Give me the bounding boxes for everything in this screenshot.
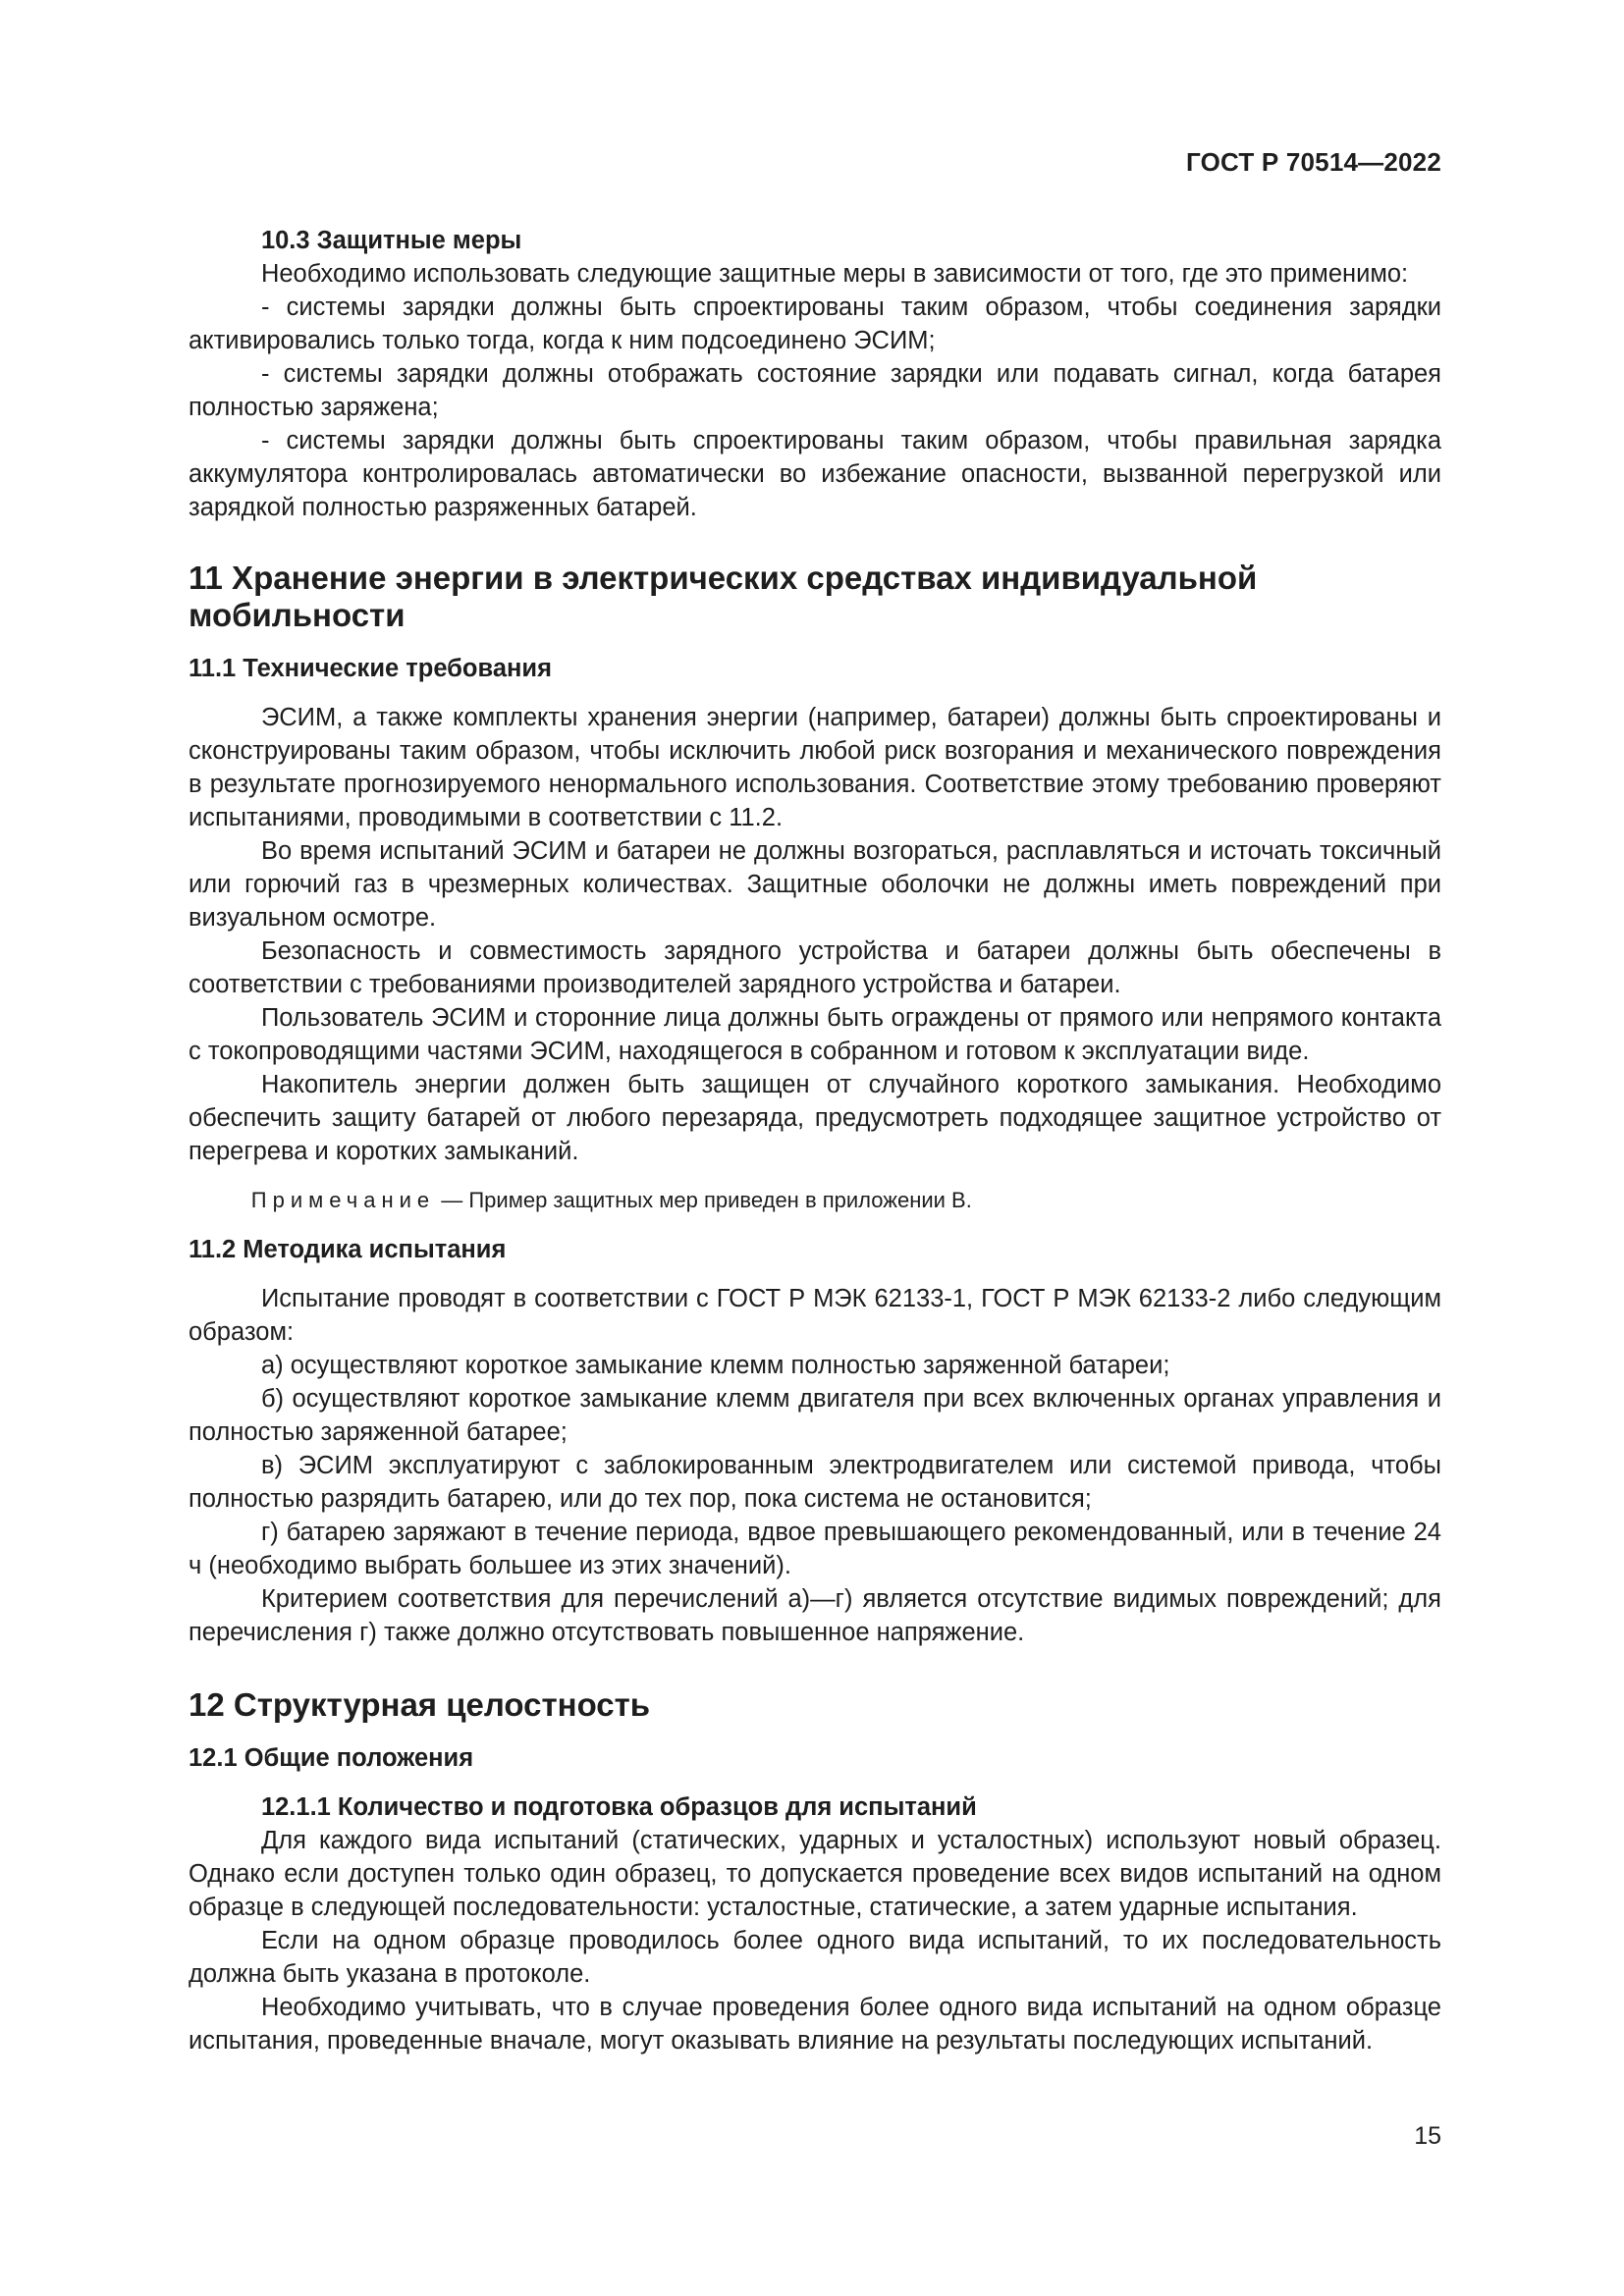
section-12-title: 12 Структурная целостность: [189, 1686, 651, 1723]
section-11-title: 11 Хранение энергии в электрических средствах индивидуальной мобильности: [189, 560, 1258, 633]
section-10-3-title: 10.3 Защитные меры: [260, 227, 522, 254]
section-10-3-intro: Необходимо использовать следующие защитные меры в зависимости от того, где это применимо:: [260, 260, 1409, 288]
page-number: 15: [1414, 2122, 1441, 2150]
note-text: — Пример защитных мер приведен в приложении В.: [435, 1188, 972, 1212]
section-11-2-title: 11.2 Методика испытания: [189, 1236, 507, 1263]
section-11-1-paragraph-3: Безопасность и совместимость зарядного устройства и батареи должны быть обеспечены в соответствии с требованиями производителей зарядного устройства и батареи.: [189, 937, 1441, 998]
section-11-1-paragraph-2: Во время испытаний ЭСИМ и батареи не должны возгораться, расплавляться и источать токсичный или горючий газ в чрезмерных количествах. Защитные оболочки не должны иметь повреждений при визуальном осмотре.: [189, 837, 1441, 932]
section-12-1-1-title: 12.1.1 Количество и подготовка образцов для испытаний: [260, 1793, 977, 1821]
section-11-1-paragraph-1: ЭСИМ, а также комплекты хранения энергии (например, батареи) должны быть спроектированы и сконструированы таким образом, чтобы исключить любой риск возгорания и механического повреждения в результате прогнозируемого ненормального использования. Соответствие этому требованию проверяют испытаниями, проводимыми в соответствии с 11.2.: [189, 704, 1441, 831]
section-11-2-item-v: в) ЭСИМ эксплуатируют с заблокированным электродвигателем или системой привода, чтобы полностью разрядить батарею, или до тех пор, пока система не остановится;: [189, 1452, 1441, 1513]
document-header-code: ГОСТ Р 70514—2022: [1186, 147, 1441, 177]
section-11-2-item-g: г) батарею заряжают в течение периода, вдвое превышающего рекомендованный, или в течение 24 ч (необходимо выбрать большее из этих значений).: [189, 1519, 1441, 1579]
section-11-2-intro: Испытание проводят в соответствии с ГОСТ Р МЭК 62133-1, ГОСТ Р МЭК 62133-2 либо следующим образом:: [189, 1285, 1441, 1346]
section-11-1-title: 11.1 Технические требования: [189, 655, 552, 682]
note-label: Примечание: [250, 1188, 436, 1212]
section-10-3-item-1: - системы зарядки должны быть спроектированы таким образом, чтобы соединения зарядки активировались только тогда, когда к ним подсоединено ЭСИМ;: [189, 294, 1441, 354]
page-content: [189, 224, 1441, 2057]
section-11-2-item-a: а) осуществляют короткое замыкание клемм полностью заряженной батареи;: [260, 1352, 1170, 1379]
note: [189, 1186, 1441, 1215]
section-11-1-paragraph-5: Накопитель энергии должен быть защищен от случайного короткого замыкания. Необходимо обеспечить защиту батарей от любого перезаряда, предусмотреть подходящее защитное устройство от перегрева и коротких замыканий.: [189, 1071, 1441, 1165]
section-12-1-title: 12.1 Общие положения: [189, 1744, 474, 1772]
section-11-2-criterion: Критерием соответствия для перечислений а)—г) является отсутствие видимых повреждений; для перечисления г) также должно отсутствовать повышенное напряжение.: [189, 1585, 1441, 1646]
section-11-1-paragraph-4: Пользователь ЭСИМ и сторонние лица должны быть ограждены от прямого или непрямого контакта с токопроводящими частями ЭСИМ, находящегося в собранном и готовом к эксплуатации виде.: [189, 1004, 1441, 1065]
section-11-2-item-b: б) осуществляют короткое замыкание клемм двигателя при всех включенных органах управления и полностью заряженной батарее;: [189, 1385, 1441, 1446]
section-10-3-item-2: - системы зарядки должны отображать состояние зарядки или подавать сигнал, когда батарея полностью заряжена;: [189, 360, 1441, 421]
section-10-3-item-3: - системы зарядки должны быть спроектированы таким образом, чтобы правильная зарядка аккумулятора контролировалась автоматически во избежание опасности, вызванной перегрузкой или зарядкой полностью разряженных батарей.: [189, 427, 1441, 521]
section-12-1-1-paragraph-2: Если на одном образце проводилось более одного вида испытаний, то их последовательность должна быть указана в протоколе.: [189, 1927, 1441, 1988]
section-12-1-1-paragraph-3: Необходимо учитывать, что в случае проведения более одного вида испытаний на одном образце испытания, проведенные вначале, могут оказывать влияние на результаты последующих испытаний.: [189, 1994, 1441, 2055]
section-12-1-1-paragraph-1: Для каждого вида испытаний (статических, ударных и усталостных) используют новый образец. Однако если доступен только один образец, то допускается проведение всех видов испытаний на одном образце в следующей последовательности: усталостные, статические, а затем ударные испытания.: [189, 1827, 1441, 1921]
